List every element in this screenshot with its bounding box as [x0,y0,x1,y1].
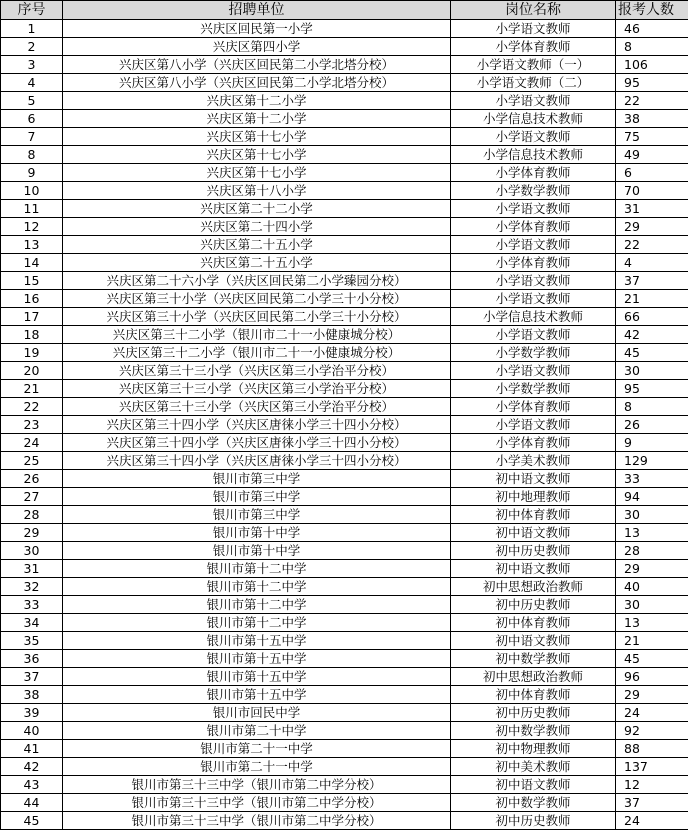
table-row [1,74,688,92]
table-row [1,92,688,110]
applicant-count-cell: 88 [616,740,688,758]
position-name-cell: 初中思想政治教师 [451,578,616,596]
applicant-count-cell: 66 [616,308,688,326]
recruiting-unit-cell: 兴庆区第十八小学 [63,182,451,200]
applicant-count-cell: 8 [616,398,688,416]
serial-number-cell: 11 [1,200,63,218]
recruiting-unit-cell: 兴庆区第三十二小学（银川市二十一小健康城分校） [63,344,451,362]
table-row [1,326,688,344]
serial-number-cell: 34 [1,614,63,632]
serial-number-cell: 14 [1,254,63,272]
serial-number-cell: 37 [1,668,63,686]
applicant-count-cell: 29 [616,218,688,236]
table-row [1,614,688,632]
applicant-count-cell: 26 [616,416,688,434]
serial-number-cell: 6 [1,110,63,128]
serial-number-cell: 13 [1,236,63,254]
serial-number-cell: 35 [1,632,63,650]
recruiting-unit-cell: 银川市第十五中学 [63,650,451,668]
serial-number-cell: 40 [1,722,63,740]
table-row [1,110,688,128]
table-row [1,164,688,182]
recruiting-unit-cell: 银川市回民中学 [63,704,451,722]
serial-number-cell: 44 [1,794,63,812]
table-row [1,56,688,74]
recruiting-unit-cell: 兴庆区第十七小学 [63,164,451,182]
applicant-count-cell: 24 [616,812,688,830]
position-name-cell: 小学数学教师 [451,380,616,398]
position-name-cell: 初中美术教师 [451,758,616,776]
table-row [1,128,688,146]
position-name-cell: 初中历史教师 [451,542,616,560]
table-row [1,488,688,506]
position-name-cell: 初中思想政治教师 [451,668,616,686]
table-row [1,416,688,434]
header-serial-number: 序号 [1,1,63,20]
serial-number-cell: 19 [1,344,63,362]
serial-number-cell: 30 [1,542,63,560]
table-row [1,686,688,704]
recruiting-unit-cell: 银川市第十二中学 [63,614,451,632]
applicant-count-cell: 40 [616,578,688,596]
recruiting-unit-cell: 兴庆区第三十三小学（兴庆区第三小学治平分校） [63,380,451,398]
table-row [1,560,688,578]
position-name-cell: 初中体育教师 [451,506,616,524]
recruiting-unit-cell: 银川市第十五中学 [63,686,451,704]
applicant-count-cell: 31 [616,200,688,218]
recruiting-unit-cell: 银川市第十二中学 [63,578,451,596]
recruiting-unit-cell: 银川市第十中学 [63,524,451,542]
applicant-count-cell: 6 [616,164,688,182]
table-row [1,776,688,794]
serial-number-cell: 43 [1,776,63,794]
applicant-count-cell: 13 [616,524,688,542]
recruiting-unit-cell: 兴庆区第三十小学（兴庆区回民第二小学三十小分校） [63,290,451,308]
applicant-count-cell: 22 [616,92,688,110]
applicant-count-cell: 95 [616,74,688,92]
recruiting-unit-cell: 银川市第十中学 [63,542,451,560]
recruiting-unit-cell: 兴庆区第十二小学 [63,92,451,110]
serial-number-cell: 18 [1,326,63,344]
position-name-cell: 小学数学教师 [451,344,616,362]
serial-number-cell: 3 [1,56,63,74]
applicant-count-cell: 29 [616,560,688,578]
applicant-count-cell: 70 [616,182,688,200]
recruiting-unit-cell: 银川市第二十一中学 [63,740,451,758]
serial-number-cell: 45 [1,812,63,830]
header-recruiting-unit: 招聘单位 [63,1,451,20]
recruiting-unit-cell: 兴庆区第十七小学 [63,146,451,164]
applicant-count-cell: 92 [616,722,688,740]
serial-number-cell: 22 [1,398,63,416]
header-applicant-count: 报考人数 [616,1,688,20]
applicant-count-cell: 37 [616,272,688,290]
position-name-cell: 小学语文教师 [451,272,616,290]
serial-number-cell: 7 [1,128,63,146]
table-row [1,380,688,398]
applicant-count-cell: 8 [616,38,688,56]
serial-number-cell: 36 [1,650,63,668]
position-name-cell: 初中语文教师 [451,632,616,650]
table-row [1,794,688,812]
recruiting-unit-cell: 兴庆区第二十五小学 [63,254,451,272]
table-row [1,38,688,56]
recruiting-unit-cell: 兴庆区第三十三小学（兴庆区第三小学治平分校） [63,398,451,416]
position-name-cell: 小学美术教师 [451,452,616,470]
table-row [1,200,688,218]
table-row [1,20,688,38]
position-name-cell: 初中语文教师 [451,470,616,488]
recruiting-unit-cell: 银川市第十二中学 [63,560,451,578]
recruiting-unit-cell: 银川市第十五中学 [63,668,451,686]
serial-number-cell: 39 [1,704,63,722]
recruiting-unit-cell: 银川市第三中学 [63,470,451,488]
position-name-cell: 小学体育教师 [451,254,616,272]
table-row [1,722,688,740]
recruiting-unit-cell: 兴庆区第十七小学 [63,128,451,146]
position-name-cell: 小学语文教师 [451,200,616,218]
position-name-cell: 初中体育教师 [451,686,616,704]
applicant-count-cell: 49 [616,146,688,164]
table-row [1,758,688,776]
recruiting-unit-cell: 银川市第十五中学 [63,632,451,650]
recruiting-unit-cell: 兴庆区第三十小学（兴庆区回民第二小学三十小分校） [63,308,451,326]
table-row [1,362,688,380]
position-name-cell: 小学体育教师 [451,218,616,236]
table-row [1,668,688,686]
table-row [1,218,688,236]
table-row [1,704,688,722]
serial-number-cell: 8 [1,146,63,164]
applicant-count-cell: 37 [616,794,688,812]
serial-number-cell: 1 [1,20,63,38]
applicant-count-cell: 75 [616,128,688,146]
position-name-cell: 小学语文教师 [451,92,616,110]
position-name-cell: 初中语文教师 [451,560,616,578]
position-name-cell: 小学语文教师（二） [451,74,616,92]
position-name-cell: 小学体育教师 [451,38,616,56]
recruiting-unit-cell: 兴庆区第八小学（兴庆区回民第二小学北塔分校） [63,56,451,74]
serial-number-cell: 26 [1,470,63,488]
applicant-count-cell: 21 [616,290,688,308]
serial-number-cell: 31 [1,560,63,578]
recruiting-unit-cell: 兴庆区第三十三小学（兴庆区第三小学治平分校） [63,362,451,380]
position-name-cell: 初中语文教师 [451,776,616,794]
header-row [1,1,688,20]
table-row [1,254,688,272]
applicant-count-cell: 30 [616,506,688,524]
position-name-cell: 小学语文教师（一） [451,56,616,74]
applicant-count-cell: 9 [616,434,688,452]
applicant-count-cell: 94 [616,488,688,506]
serial-number-cell: 12 [1,218,63,236]
recruiting-unit-cell: 银川市第十二中学 [63,596,451,614]
serial-number-cell: 5 [1,92,63,110]
recruiting-unit-cell: 银川市第二十中学 [63,722,451,740]
applicant-count-cell: 129 [616,452,688,470]
position-name-cell: 初中语文教师 [451,524,616,542]
applicant-count-cell: 24 [616,704,688,722]
position-name-cell: 初中历史教师 [451,812,616,830]
serial-number-cell: 15 [1,272,63,290]
position-name-cell: 初中地理教师 [451,488,616,506]
table-row [1,632,688,650]
table-row [1,650,688,668]
table-row [1,344,688,362]
table-row [1,182,688,200]
recruiting-unit-cell: 兴庆区第三十四小学（兴庆区唐徕小学三十四小分校） [63,452,451,470]
position-name-cell: 小学体育教师 [451,164,616,182]
table-body [1,20,688,830]
serial-number-cell: 33 [1,596,63,614]
applicant-count-cell: 45 [616,650,688,668]
position-name-cell: 小学语文教师 [451,236,616,254]
recruiting-unit-cell: 兴庆区第四小学 [63,38,451,56]
header-position-name: 岗位名称 [451,1,616,20]
table-row [1,452,688,470]
serial-number-cell: 4 [1,74,63,92]
applicant-count-cell: 29 [616,686,688,704]
position-name-cell: 初中历史教师 [451,596,616,614]
applicant-count-cell: 42 [616,326,688,344]
position-name-cell: 小学语文教师 [451,128,616,146]
table-row [1,146,688,164]
applicant-count-cell: 96 [616,668,688,686]
serial-number-cell: 29 [1,524,63,542]
serial-number-cell: 16 [1,290,63,308]
applicant-count-cell: 12 [616,776,688,794]
serial-number-cell: 10 [1,182,63,200]
serial-number-cell: 25 [1,452,63,470]
position-name-cell: 小学信息技术教师 [451,308,616,326]
serial-number-cell: 24 [1,434,63,452]
position-name-cell: 小学语文教师 [451,416,616,434]
table-row [1,308,688,326]
recruiting-unit-cell: 兴庆区第二十五小学 [63,236,451,254]
position-name-cell: 小学语文教师 [451,290,616,308]
recruiting-unit-cell: 兴庆区第八小学（兴庆区回民第二小学北塔分校） [63,74,451,92]
table-row [1,812,688,830]
table-row [1,578,688,596]
applicant-count-cell: 33 [616,470,688,488]
position-name-cell: 小学信息技术教师 [451,110,616,128]
serial-number-cell: 42 [1,758,63,776]
applicant-count-cell: 21 [616,632,688,650]
recruiting-unit-cell: 兴庆区第二十四小学 [63,218,451,236]
recruiting-unit-cell: 兴庆区第二十六小学（兴庆区回民第二小学臻园分校） [63,272,451,290]
serial-number-cell: 28 [1,506,63,524]
applicant-count-cell: 13 [616,614,688,632]
position-name-cell: 小学数学教师 [451,182,616,200]
recruiting-unit-cell: 银川市第三中学 [63,506,451,524]
table-row [1,470,688,488]
recruiting-unit-cell: 兴庆区回民第一小学 [63,20,451,38]
table-row [1,272,688,290]
position-name-cell: 小学信息技术教师 [451,146,616,164]
applicant-count-cell: 22 [616,236,688,254]
serial-number-cell: 23 [1,416,63,434]
recruiting-unit-cell: 银川市第二十一中学 [63,758,451,776]
recruiting-unit-cell: 兴庆区第三十四小学（兴庆区唐徕小学三十四小分校） [63,416,451,434]
applicant-count-cell: 95 [616,380,688,398]
table-row [1,398,688,416]
applicant-count-cell: 28 [616,542,688,560]
position-name-cell: 初中数学教师 [451,794,616,812]
recruiting-unit-cell: 银川市第三十三中学（银川市第二中学分校） [63,794,451,812]
position-name-cell: 小学语文教师 [451,362,616,380]
serial-number-cell: 2 [1,38,63,56]
position-name-cell: 初中数学教师 [451,650,616,668]
position-name-cell: 初中历史教师 [451,704,616,722]
table-row [1,524,688,542]
recruiting-unit-cell: 银川市第三十三中学（银川市第二中学分校） [63,776,451,794]
applicant-count-cell: 30 [616,596,688,614]
recruiting-unit-cell: 银川市第三十三中学（银川市第二中学分校） [63,812,451,830]
recruiting-unit-cell: 银川市第三中学 [63,488,451,506]
position-name-cell: 初中数学教师 [451,722,616,740]
serial-number-cell: 9 [1,164,63,182]
recruiting-unit-cell: 兴庆区第三十二小学（银川市二十一小健康城分校） [63,326,451,344]
applicant-count-cell: 137 [616,758,688,776]
applicant-count-cell: 38 [616,110,688,128]
serial-number-cell: 32 [1,578,63,596]
table-row [1,290,688,308]
table-row [1,596,688,614]
serial-number-cell: 20 [1,362,63,380]
applicant-count-cell: 106 [616,56,688,74]
serial-number-cell: 21 [1,380,63,398]
position-name-cell: 初中物理教师 [451,740,616,758]
table-row [1,542,688,560]
recruiting-unit-cell: 兴庆区第十二小学 [63,110,451,128]
position-name-cell: 小学体育教师 [451,434,616,452]
table-row [1,740,688,758]
position-name-cell: 小学语文教师 [451,326,616,344]
table-row [1,434,688,452]
recruiting-unit-cell: 兴庆区第三十四小学（兴庆区唐徕小学三十四小分校） [63,434,451,452]
applicant-count-cell: 30 [616,362,688,380]
serial-number-cell: 41 [1,740,63,758]
position-name-cell: 小学语文教师 [451,20,616,38]
applicant-count-cell: 46 [616,20,688,38]
applicant-count-cell: 45 [616,344,688,362]
applicant-count-cell: 4 [616,254,688,272]
position-name-cell: 初中体育教师 [451,614,616,632]
table-row [1,236,688,254]
serial-number-cell: 38 [1,686,63,704]
recruiting-unit-cell: 兴庆区第二十二小学 [63,200,451,218]
serial-number-cell: 27 [1,488,63,506]
serial-number-cell: 17 [1,308,63,326]
position-name-cell: 小学体育教师 [451,398,616,416]
table-row [1,506,688,524]
